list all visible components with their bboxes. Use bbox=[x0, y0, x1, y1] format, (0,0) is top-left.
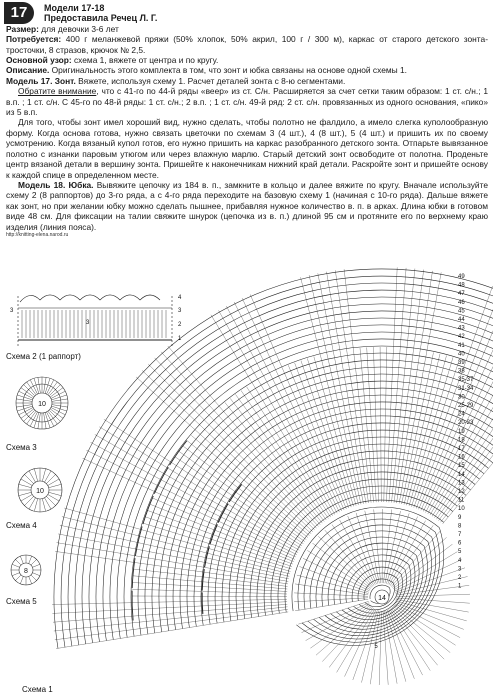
scheme1-stitch-spoke bbox=[53, 604, 287, 622]
flower-stitch bbox=[16, 399, 32, 402]
scheme1-stitch-spoke bbox=[211, 315, 333, 516]
scheme1-row-number: 17 bbox=[458, 446, 465, 452]
scheme1-row-number: 8 bbox=[458, 523, 462, 530]
scheme1-row-arc bbox=[208, 423, 493, 624]
scheme1-row-arc bbox=[243, 458, 471, 619]
scheme1-row-number: 30 bbox=[458, 394, 465, 401]
scheme1-inner-spoke bbox=[390, 609, 431, 671]
materials-label: Потребуется: bbox=[6, 34, 62, 45]
scheme1-stitch-spoke bbox=[153, 498, 295, 559]
scheme1-inner-row-arc bbox=[296, 528, 443, 646]
scheme1-row-number: 1 bbox=[458, 583, 462, 590]
scheme1-row-number: 10 bbox=[458, 506, 465, 513]
scheme1-row-number: 16 bbox=[458, 454, 465, 461]
scheme1-row-number: 7 bbox=[458, 532, 462, 538]
scheme1-inner-spoke bbox=[395, 557, 462, 592]
scheme1-row-arc bbox=[96, 311, 493, 642]
flower-stitch bbox=[20, 577, 23, 584]
flower-stitch bbox=[38, 377, 41, 393]
scheme2-row-4: 4 bbox=[178, 295, 182, 301]
scheme1-row-number: 2 bbox=[458, 575, 462, 581]
scheme1-center-number: 14 bbox=[378, 595, 386, 602]
scheme1-inner-spoke bbox=[384, 611, 397, 684]
scheme1-row-number: 15 bbox=[458, 463, 465, 470]
model17-value: Вяжете, используя схему 1. Расчет деталей зонта с 8-ю сегментами. bbox=[75, 75, 346, 86]
flower-stitch bbox=[48, 495, 59, 502]
scheme1-stitch-spoke bbox=[399, 272, 441, 503]
scheme1-inner-spoke bbox=[299, 567, 369, 593]
scheme1-stitch-spoke bbox=[411, 359, 459, 506]
scheme1-inner-row-arc bbox=[314, 542, 432, 636]
pattern-value: схема 1, вяжете от центра и по кругу. bbox=[71, 55, 219, 66]
flower-stitch bbox=[15, 559, 21, 565]
scheme1-row-number: 43 bbox=[458, 325, 465, 332]
scheme1-row-number: 12 bbox=[458, 489, 465, 495]
scheme2-row-1: 1 bbox=[178, 336, 182, 342]
scheme1-inner-spoke bbox=[332, 525, 374, 586]
flower-stitch bbox=[44, 377, 47, 393]
scheme4-caption: Схема 4 bbox=[6, 521, 37, 530]
scheme1-petal-arch bbox=[143, 496, 153, 524]
scheme1-inner-spoke bbox=[302, 603, 370, 633]
model17-label: Модель 17. Зонт. bbox=[6, 75, 76, 86]
scheme1-stitch-spoke bbox=[52, 602, 287, 614]
flower-stitch bbox=[29, 556, 32, 563]
scheme1-stitch-spoke bbox=[83, 458, 296, 557]
scheme1-stitch-spoke bbox=[148, 364, 315, 530]
scheme1-row-number: 31-34 bbox=[458, 385, 474, 392]
umbrella-paragraph: Для того, чтобы зонт имел хороший вид, нужно сделать, чтобы полотно не фалдило, а имело слегка куполообразную форму. Когда основа готова, нужно связать цветочки по схемам 3 (4 шт.), 4 (8 шт.), 5 (4 шт.) и пришить их по своему усмотрению. Когда вязаный купол готов, его нужно пришить на каркас разобранного детского зонта. Отпарьте вывязанное полотно с изнанки паровым утюгом или через влажную марлю. Старый детский зонт освободите от полотна. Проденьте центр вязаной детали в вершину зонта. Пришейте к наконечникам нижний край детали. Раскройте зонт и пришейте основу к каждой спице в определенном месте. bbox=[6, 117, 488, 180]
flower-stitch bbox=[29, 498, 36, 509]
author-line: Предоставила Речец Л. Г. bbox=[44, 13, 158, 24]
scheme1-stitch-spoke bbox=[62, 517, 290, 574]
flower-stitch bbox=[44, 413, 47, 429]
scheme1-stitch-spoke bbox=[161, 352, 318, 527]
scheme4-center-number: 10 bbox=[36, 488, 44, 495]
scheme1-row-number: 46 bbox=[458, 299, 465, 306]
scheme1-stitch-spoke bbox=[143, 523, 291, 569]
scheme1-inner-spoke bbox=[389, 521, 426, 585]
scheme1-row-arc bbox=[298, 513, 436, 610]
flower-stitch bbox=[38, 413, 41, 429]
flower-stitch bbox=[45, 413, 50, 428]
model18-label: Модель 18. Юбка. bbox=[18, 179, 94, 190]
scheme1-row-arc bbox=[236, 451, 475, 620]
size-label: Размер: bbox=[6, 23, 39, 34]
flower-stitch bbox=[48, 479, 59, 486]
scheme1-inner-spoke bbox=[297, 575, 369, 593]
pattern-label: Основной узор: bbox=[6, 55, 72, 66]
scheme1-inner-spoke bbox=[340, 520, 376, 585]
flower-stitch bbox=[29, 577, 32, 584]
scheme1-stitch-spoke bbox=[54, 607, 288, 631]
scheme1-row-number: 18 bbox=[458, 437, 465, 444]
flower-stitch bbox=[49, 492, 62, 495]
scheme1-stitch-spoke bbox=[380, 347, 381, 502]
scheme1-row-number: 35-37 bbox=[458, 377, 474, 384]
flower-stitch bbox=[34, 499, 37, 512]
scheme1-inner-spoke bbox=[394, 552, 457, 590]
scheme1-stitch-spoke bbox=[386, 267, 397, 502]
flower-stitch bbox=[21, 479, 32, 486]
scheme1-stitch-spoke bbox=[95, 435, 299, 551]
flower-stitch bbox=[21, 495, 32, 502]
description-value: Оригинальность этого комплекта в том, что зонт и юбка связаны на основе одной схемы 1. bbox=[49, 65, 407, 76]
flower-stitch bbox=[19, 492, 32, 495]
scheme1-stitch-spoke bbox=[136, 377, 311, 534]
scheme1-row-number: 11 bbox=[458, 497, 465, 504]
scheme2-caption: Схема 2 (1 раппорт) bbox=[6, 352, 81, 361]
scheme1-row-number: 25-29 bbox=[458, 403, 474, 409]
scheme1-row-arc bbox=[159, 374, 493, 632]
scheme1-stitch-spoke bbox=[52, 599, 287, 604]
scheme1-row-number: 20-23 bbox=[458, 420, 474, 427]
description-label: Описание. bbox=[6, 65, 50, 76]
flower-stitch bbox=[52, 406, 67, 411]
scheme1-inner-row-arc bbox=[325, 551, 423, 629]
scheme1-row-number: 40 bbox=[458, 351, 465, 358]
flower-stitch bbox=[31, 575, 37, 581]
scheme1-inner-spoke bbox=[384, 510, 392, 584]
flower-stitch bbox=[29, 471, 36, 482]
scheme1-row-number: 48 bbox=[458, 282, 465, 289]
scheme1-row-number: 19 bbox=[458, 428, 465, 435]
scheme1-petal-arch bbox=[210, 524, 218, 544]
flower-stitch bbox=[34, 469, 37, 482]
scheme1-stitch-spoke bbox=[307, 358, 353, 506]
attention-value: , что с 41-го по 44-й ряды «веер» из ст. С/н. Расширяется за счет сетки таким образом: 1 ст. с/н.; 1 в.п. ; 1 ст. с/н. С 45-го по 48-й ряды: 1 ст. с/н.; 2 в.п. ; 1 ст. с/н. 49-й ряд: 2 ст. с/н. провязанных из одного основания, «пико» из 5 в.п. bbox=[6, 86, 489, 118]
scheme1-stitch-spoke bbox=[384, 347, 387, 502]
flower-stitch bbox=[52, 395, 67, 400]
flower-stitch bbox=[34, 378, 39, 393]
scheme1-row-number: 38 bbox=[458, 368, 465, 375]
scheme1-row-number: 49 bbox=[458, 274, 465, 280]
scheme1-row-number: 24 bbox=[458, 411, 465, 418]
scheme1-row-number: 5 bbox=[458, 549, 462, 556]
scheme1-row-number: 6 bbox=[458, 540, 462, 547]
scheme1-row-number: 44 bbox=[458, 317, 465, 323]
scheme1-stitch-spoke bbox=[392, 269, 415, 503]
flower-stitch bbox=[45, 498, 52, 509]
scheme1-inner-spoke bbox=[337, 609, 375, 672]
scheme1-stitch-spoke bbox=[301, 277, 359, 505]
scheme2-stitches bbox=[22, 310, 166, 338]
scheme2-row-2: 2 bbox=[178, 322, 182, 328]
flower-stitch bbox=[33, 564, 40, 567]
flower-stitch bbox=[45, 471, 52, 482]
materials-value: 400 г меланжевой пряжи (50% хлопок, 50% акрил, 100 г / 300 м), каркас от старого детского зонта-тросточки, 8 стразов, крючок № 2,5. bbox=[6, 34, 488, 55]
scheme1-stitch-spoke bbox=[416, 289, 493, 508]
models-title: Модели 17-18 bbox=[44, 3, 105, 13]
scheme2-row-3: 3 bbox=[178, 308, 182, 314]
scheme1-inner-spoke bbox=[303, 558, 369, 591]
scheme1-row-number: 4 bbox=[458, 557, 462, 564]
flower-stitch bbox=[19, 484, 32, 487]
scheme2-left-row-3: 3 bbox=[10, 308, 14, 314]
flower-stitch bbox=[52, 405, 68, 408]
flower-stitch bbox=[24, 474, 33, 483]
website-url: http://knitting-elena.narod.ru bbox=[6, 231, 69, 238]
scheme1-stitch-spoke bbox=[55, 609, 288, 640]
model18-value: Вывяжите цепочку из 184 в. п., замкните в кольцо и далее вяжите по кругу. Вначале используйте схему 2 (8 раппортов) до 3-го ряда, а с 4-го ряда переходите на базовую схему 1 (начиная с 10-го ряда). Дальше вяжете как зонт, но при желании юбку можно сделать пышнее, прибавляя нужное количество в. п. в арках. Длина юбки в готовом виде 48 см. Для фиксации на талии свяжите шнурок (цепочка из в. п.) длиной 95 см и протяните его по верхнему краю изделия (линия пояса). bbox=[6, 179, 488, 232]
scheme1-stitch-spoke bbox=[250, 295, 344, 510]
flower-stitch bbox=[17, 395, 32, 400]
scheme1-petal-arch bbox=[229, 484, 242, 502]
flower-stitch bbox=[31, 559, 37, 565]
scheme1-inner-row-arc bbox=[336, 560, 415, 623]
scheme1-stitch-spoke bbox=[327, 272, 367, 504]
size-value: для девочки 3-6 лет bbox=[38, 23, 119, 34]
scheme1-inner-spoke bbox=[295, 584, 368, 595]
scheme1-stitch-spoke bbox=[219, 310, 335, 514]
scheme1-row-number: 47 bbox=[458, 291, 465, 298]
scheme1-inner-spoke bbox=[294, 598, 368, 602]
flower-stitch bbox=[42, 469, 45, 482]
scheme1-inner-spoke bbox=[388, 517, 418, 585]
scheme5-caption: Схема 5 bbox=[6, 597, 37, 606]
scheme1-row-number: 39 bbox=[458, 360, 465, 366]
scheme3-caption: Схема 3 bbox=[6, 443, 37, 452]
scheme2-top-arches bbox=[20, 295, 160, 302]
scheme5-center-number: 8 bbox=[24, 568, 28, 575]
flower-stitch bbox=[12, 564, 19, 567]
flower-stitch bbox=[46, 496, 55, 505]
scheme1-stitch-spoke bbox=[404, 354, 440, 505]
scheme1-row-number: 13 bbox=[458, 480, 465, 487]
scheme1-center-number-alt: 5 bbox=[374, 644, 378, 650]
scheme1-stitch-spoke bbox=[247, 387, 331, 517]
flower-stitch bbox=[34, 413, 39, 428]
flower-stitch bbox=[45, 378, 50, 393]
flower-stitch bbox=[24, 496, 33, 505]
page-number-badge: 17 bbox=[4, 2, 34, 24]
flower-stitch bbox=[33, 573, 40, 576]
scheme1-inner-spoke bbox=[394, 604, 460, 638]
flower-stitch bbox=[16, 405, 32, 408]
scheme1-stitch-spoke bbox=[234, 302, 339, 512]
scheme1-row-number: 14 bbox=[458, 471, 465, 478]
scheme1-petal-arch bbox=[170, 441, 187, 466]
flower-stitch bbox=[20, 556, 23, 563]
scheme1-chart bbox=[52, 267, 493, 685]
flower-stitch bbox=[49, 484, 62, 487]
scheme1-inner-spoke bbox=[379, 611, 381, 685]
scheme1-stitch-spoke bbox=[389, 268, 406, 502]
scheme1-inner-spoke bbox=[294, 593, 368, 596]
flower-stitch bbox=[42, 499, 45, 512]
scheme1-stitch-spoke bbox=[91, 442, 299, 552]
scheme1-caption: Схема 1 bbox=[22, 685, 53, 694]
scheme1-stitch-spoke bbox=[87, 450, 297, 555]
flower-stitch bbox=[52, 399, 68, 402]
scheme3-center-number: 10 bbox=[38, 401, 46, 408]
scheme1-row-number: 45 bbox=[458, 308, 465, 315]
scheme1-inner-row-arc bbox=[308, 537, 436, 639]
scheme1-petal-arch bbox=[202, 592, 203, 614]
flower-stitch bbox=[46, 474, 55, 483]
attention-label: Обратите внимание bbox=[18, 86, 97, 97]
scheme1-row-number: 42 bbox=[458, 334, 465, 341]
flower-stitch bbox=[12, 573, 19, 576]
scheme1-row-arc bbox=[117, 332, 493, 638]
scheme1-inner-spoke bbox=[307, 550, 370, 589]
scheme1-row-number: 9 bbox=[458, 514, 462, 521]
flower-stitch bbox=[15, 575, 21, 581]
scheme1-stitch-spoke bbox=[226, 306, 337, 513]
scheme1-stitch-spoke bbox=[373, 347, 378, 502]
scheme2-mid-row-3: 3 bbox=[86, 320, 90, 326]
scheme1-stitch-spoke bbox=[132, 589, 287, 594]
flower-stitch bbox=[17, 406, 32, 411]
scheme1-row-number: 3 bbox=[458, 566, 462, 573]
scheme2-chart bbox=[18, 295, 172, 346]
scheme1-row-arc bbox=[215, 430, 488, 623]
scheme1-row-number: 41 bbox=[458, 342, 465, 349]
scheme1-petal-arch bbox=[135, 527, 142, 556]
scheme1-inner-spoke bbox=[382, 509, 383, 583]
